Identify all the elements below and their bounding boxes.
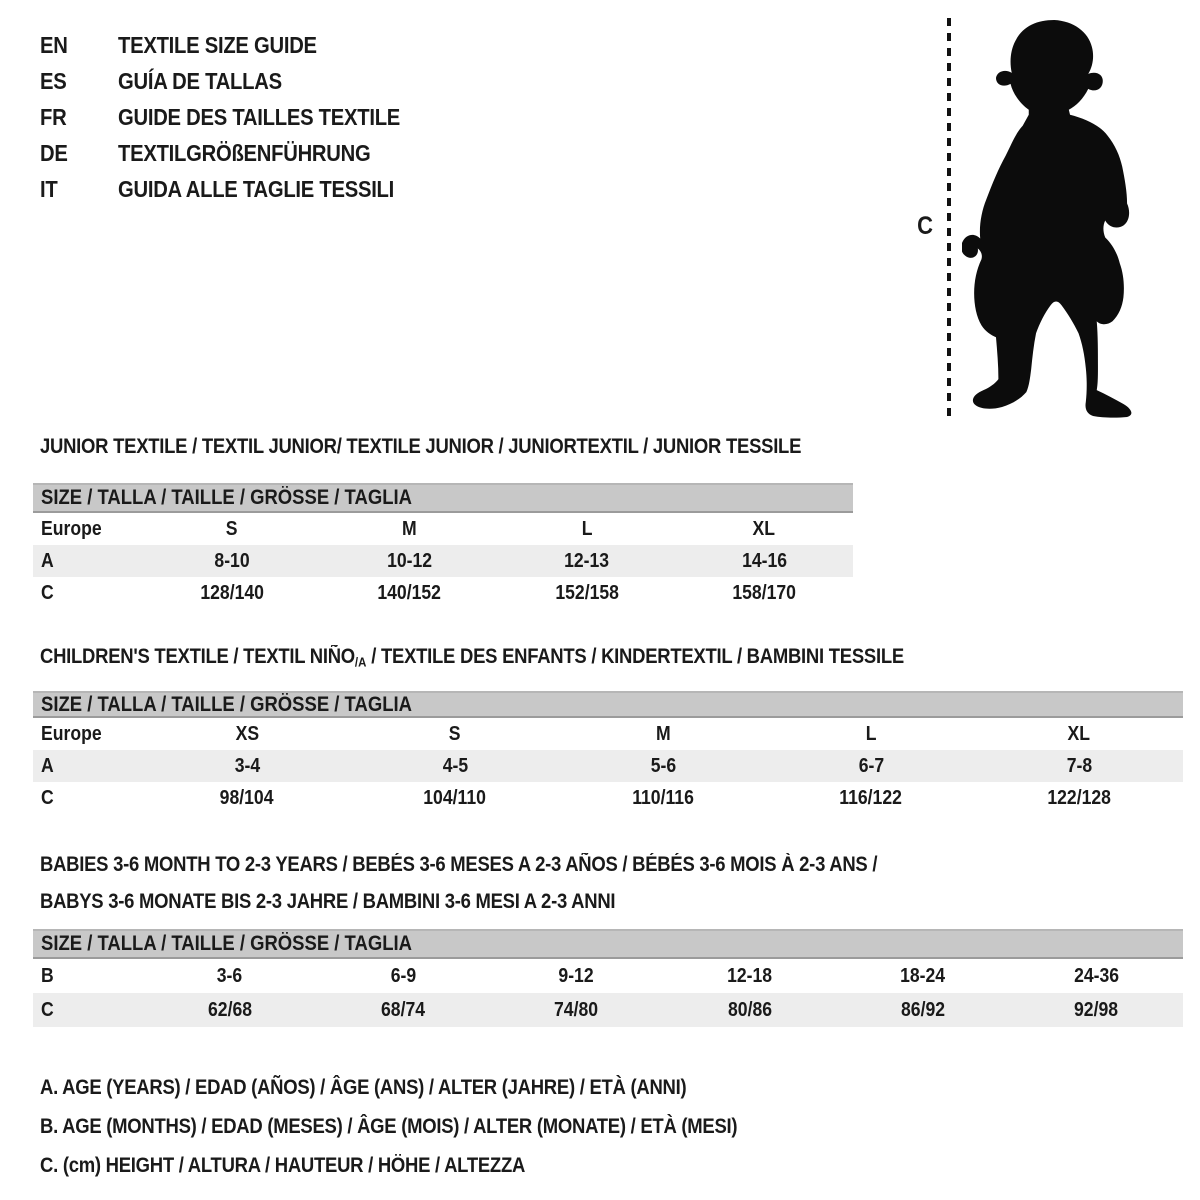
size-value-cell bbox=[498, 550, 676, 573]
size-value-text: L bbox=[581, 517, 593, 540]
language-title-text: GUIDE DES TAILLES TEXTILE bbox=[118, 103, 401, 130]
size-value-cell bbox=[676, 582, 854, 605]
size-value-cell bbox=[559, 787, 767, 810]
section-title-line bbox=[40, 846, 991, 883]
table-row bbox=[33, 718, 1183, 750]
height-measure-label bbox=[916, 212, 934, 241]
size-value-cell bbox=[351, 755, 559, 778]
size-header-label: SIZE / TALLA / TAILLE / GRÖSSE / TAGLIA bbox=[41, 692, 412, 716]
row-label-text: B bbox=[41, 964, 54, 987]
size-value-text: 4-5 bbox=[442, 754, 468, 777]
size-value-cell bbox=[663, 999, 836, 1022]
size-value-cell bbox=[767, 723, 975, 746]
section-title bbox=[40, 638, 1022, 681]
size-value-cell bbox=[316, 999, 489, 1022]
row-label bbox=[33, 582, 143, 605]
size-value-text: S bbox=[225, 517, 238, 540]
size-value-text: M bbox=[655, 722, 671, 745]
size-value-cell bbox=[559, 755, 767, 778]
size-table bbox=[33, 718, 1183, 814]
language-code-text: FR bbox=[40, 103, 67, 130]
size-value-text: 140/152 bbox=[377, 581, 442, 604]
row-label bbox=[33, 787, 143, 810]
size-value-text: 86/92 bbox=[900, 998, 945, 1021]
section-title-text: BABIES 3-6 MONTH TO 2-3 YEARS / BEBÉS 3-6 MESES A 2-3 AÑOS / BÉBÉS 3-6 MOIS À 2-3 ANS / bbox=[40, 853, 878, 876]
row-label bbox=[33, 550, 143, 573]
size-value-text: 7-8 bbox=[1066, 754, 1092, 777]
size-value-text: XS bbox=[235, 722, 259, 745]
size-value-text: 152/158 bbox=[554, 581, 619, 604]
row-label-text: Europe bbox=[41, 517, 102, 540]
size-value-cell bbox=[663, 965, 836, 988]
size-header-label: SIZE / TALLA / TAILLE / GRÖSSE / TAGLIA bbox=[41, 486, 412, 509]
size-value-cell bbox=[351, 787, 559, 810]
size-value-cell bbox=[975, 723, 1183, 746]
size-value-text: 8-10 bbox=[214, 549, 250, 572]
footnote-text: A. AGE (YEARS) / EDAD (AÑOS) / ÂGE (ANS) / ALTER (JAHRE) / ETÀ (ANNI) bbox=[40, 1075, 687, 1099]
size-value-text: 3-6 bbox=[216, 964, 243, 987]
section-title-text: BABYS 3-6 MONATE BIS 2-3 JAHRE / BAMBINI 3-6 MESI A 2-3 ANNI bbox=[40, 890, 616, 913]
size-value-cell bbox=[836, 965, 1009, 988]
table-row bbox=[33, 959, 1183, 993]
size-value-cell bbox=[143, 965, 316, 988]
size-value-text: 98/104 bbox=[220, 786, 274, 809]
size-value-cell bbox=[321, 582, 499, 605]
language-title-text: GUÍA DE TALLAS bbox=[118, 67, 282, 94]
row-label bbox=[33, 999, 143, 1022]
size-value-cell bbox=[975, 787, 1183, 810]
height-measure-label-text: C bbox=[917, 212, 933, 240]
size-value-cell bbox=[498, 518, 676, 541]
size-value-text: S bbox=[449, 722, 461, 745]
size-value-cell bbox=[836, 999, 1009, 1022]
size-header-bar bbox=[33, 691, 1183, 718]
size-value-cell bbox=[498, 582, 676, 605]
table-row bbox=[33, 782, 1183, 814]
footnote-list bbox=[40, 1068, 832, 1185]
size-value-cell bbox=[316, 965, 489, 988]
size-value-cell bbox=[143, 518, 321, 541]
size-value-text: 128/140 bbox=[199, 581, 264, 604]
size-value-cell bbox=[321, 550, 499, 573]
section-title-line bbox=[40, 428, 905, 465]
row-label bbox=[33, 755, 143, 778]
size-value-text: 122/128 bbox=[1047, 786, 1111, 809]
size-value-cell bbox=[676, 550, 854, 573]
table-row bbox=[33, 577, 853, 609]
size-value-cell bbox=[1010, 999, 1183, 1022]
size-value-cell bbox=[143, 755, 351, 778]
section-title-text: CHILDREN'S TEXTILE / TEXTIL $NIÑO_{/A}$ / TEXTILE DES ENFANTS / KINDERTEXTIL / BAMBINI TESSILE bbox=[40, 645, 904, 670]
height-measurement-figure bbox=[0, 0, 1200, 430]
table-row bbox=[33, 750, 1183, 782]
table-row bbox=[33, 513, 853, 545]
size-value-text: 10-12 bbox=[386, 549, 432, 572]
language-title-text: TEXTILGRÖßENFÜHRUNG bbox=[118, 139, 371, 166]
size-value-text: 14-16 bbox=[741, 549, 787, 572]
size-value-text: 12-18 bbox=[727, 964, 773, 987]
row-label-text: A bbox=[41, 549, 54, 572]
size-value-cell bbox=[559, 723, 767, 746]
size-value-text: 12-13 bbox=[564, 549, 610, 572]
language-code-text: ES bbox=[40, 67, 67, 94]
footnote-line bbox=[40, 1068, 832, 1107]
row-label-text: Europe bbox=[41, 722, 102, 745]
section-title-text: JUNIOR TEXTILE / TEXTIL JUNIOR/ TEXTILE JUNIOR / JUNIORTEXTIL / JUNIOR TESSILE bbox=[40, 435, 802, 458]
footnote-line bbox=[40, 1146, 832, 1185]
size-value-cell bbox=[321, 518, 499, 541]
size-value-text: XL bbox=[753, 517, 776, 540]
size-value-text: 9-12 bbox=[558, 964, 594, 987]
size-value-text: L bbox=[865, 722, 877, 745]
size-value-cell bbox=[767, 755, 975, 778]
size-value-cell bbox=[143, 999, 316, 1022]
size-value-text: 80/86 bbox=[727, 998, 772, 1021]
section-title-line bbox=[40, 883, 991, 920]
baby-silhouette-path bbox=[962, 20, 1131, 418]
section-title-subscript: /A bbox=[354, 654, 367, 670]
size-value-cell bbox=[351, 723, 559, 746]
size-value-text: 3-4 bbox=[234, 754, 260, 777]
row-label bbox=[33, 965, 143, 988]
row-label-text: C bbox=[41, 581, 54, 604]
row-label-text: C bbox=[41, 998, 54, 1021]
size-value-cell bbox=[143, 723, 351, 746]
baby-silhouette-icon bbox=[962, 14, 1138, 418]
size-value-text: 110/116 bbox=[632, 786, 694, 809]
table-row bbox=[33, 545, 853, 577]
size-value-text: 6-7 bbox=[858, 754, 884, 777]
section-title bbox=[40, 428, 905, 465]
language-code-text: IT bbox=[40, 175, 58, 202]
language-title-text: GUIDA ALLE TAGLIE TESSILI bbox=[118, 175, 395, 202]
size-value-cell bbox=[975, 755, 1183, 778]
size-value-text: 24-36 bbox=[1073, 964, 1119, 987]
size-value-cell bbox=[143, 787, 351, 810]
row-label-text: A bbox=[41, 754, 54, 777]
size-value-text: XL bbox=[1067, 722, 1091, 745]
size-value-text: 158/170 bbox=[732, 581, 797, 604]
size-value-text: 6-9 bbox=[390, 964, 416, 987]
size-value-cell bbox=[143, 582, 321, 605]
section-title bbox=[40, 846, 991, 920]
size-value-cell bbox=[1010, 965, 1183, 988]
size-value-text: 68/74 bbox=[380, 998, 426, 1021]
language-code-text: EN bbox=[40, 31, 68, 58]
footnote-text: C. (cm) HEIGHT / ALTURA / HAUTEUR / HÖHE / ALTEZZA bbox=[40, 1153, 526, 1177]
size-value-text: 104/110 bbox=[423, 786, 487, 809]
size-value-text: 116/122 bbox=[839, 786, 903, 809]
section-title-line bbox=[40, 638, 1022, 681]
language-code-text: DE bbox=[40, 139, 68, 166]
size-header-bar bbox=[33, 929, 1183, 959]
row-label bbox=[33, 518, 143, 541]
size-value-cell bbox=[767, 787, 975, 810]
footnote-text: B. AGE (MONTHS) / EDAD (MESES) / ÂGE (MOIS) / ALTER (MONATE) / ETÀ (MESI) bbox=[40, 1114, 738, 1138]
size-value-text: 62/68 bbox=[207, 998, 252, 1021]
size-value-text: 5-6 bbox=[650, 754, 676, 777]
size-value-text: 18-24 bbox=[900, 964, 946, 987]
row-label-text: C bbox=[41, 786, 54, 809]
row-label bbox=[33, 723, 143, 746]
size-table bbox=[33, 959, 1183, 1027]
size-header-bar bbox=[33, 483, 853, 513]
size-value-cell bbox=[490, 965, 663, 988]
size-value-text: 92/98 bbox=[1074, 998, 1119, 1021]
footnote-line bbox=[40, 1107, 832, 1146]
table-row bbox=[33, 993, 1183, 1027]
size-header-label: SIZE / TALLA / TAILLE / GRÖSSE / TAGLIA bbox=[41, 932, 412, 955]
size-value-cell bbox=[143, 550, 321, 573]
language-title-text: TEXTILE SIZE GUIDE bbox=[118, 31, 317, 58]
size-table bbox=[33, 513, 853, 609]
size-value-text: 74/80 bbox=[554, 998, 599, 1021]
height-dashed-line bbox=[946, 16, 952, 420]
size-value-cell bbox=[490, 999, 663, 1022]
size-value-cell bbox=[676, 518, 854, 541]
size-value-text: M bbox=[401, 517, 417, 540]
